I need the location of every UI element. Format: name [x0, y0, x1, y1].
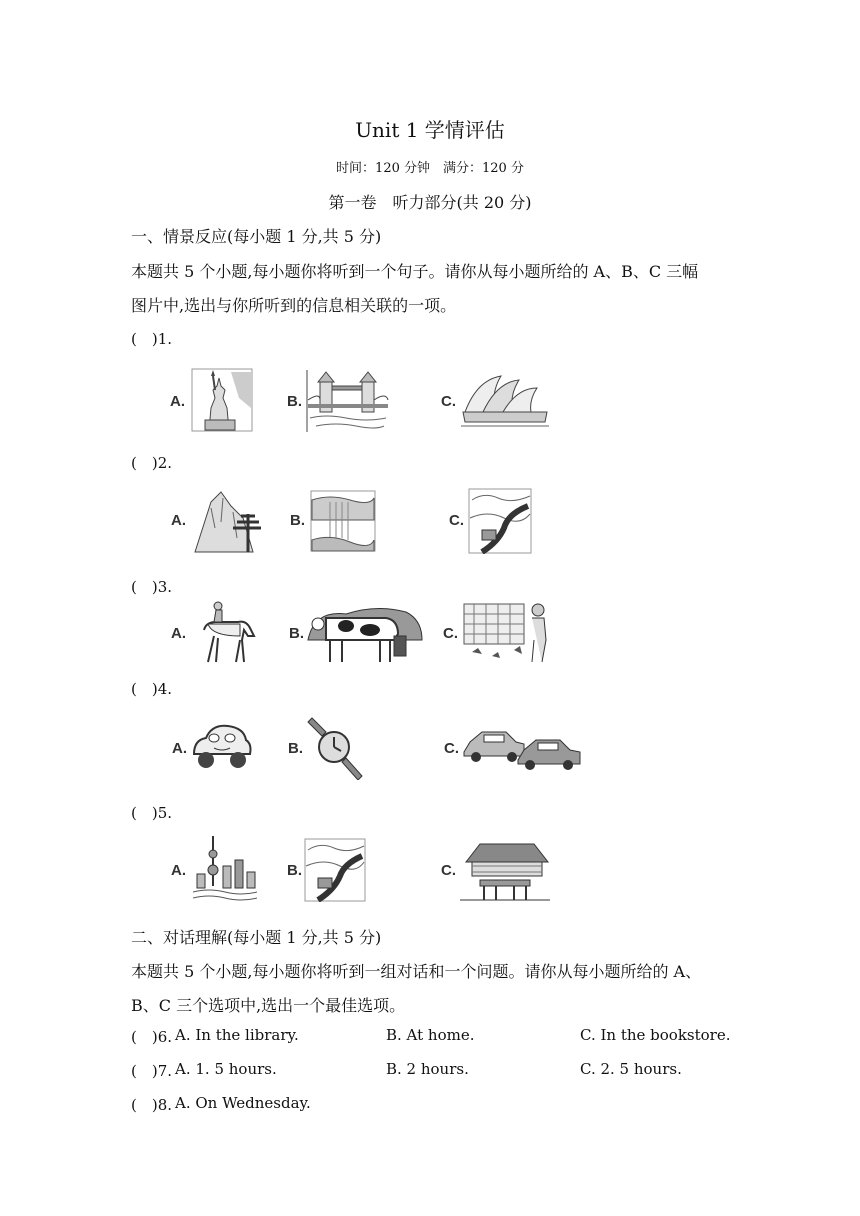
mountain-pine-icon [193, 488, 263, 554]
q1-option-c-label: C. [441, 393, 456, 410]
cartoon-car-icon [190, 720, 254, 772]
q4-option-b-label: B. [288, 740, 303, 757]
section1-instructions-line2: 图片中,选出与你所听到的信息相关联的一项。 [131, 296, 457, 315]
question-5-number: ( )5. [131, 804, 173, 822]
shanghai-skyline-icon [193, 836, 257, 902]
section1-heading: 一、情景反应(每小题 1 分,共 5 分) [131, 227, 382, 246]
q7-option-b: B. 2 hours. [386, 1060, 469, 1078]
q1-option-a-label: A. [170, 393, 185, 410]
q2-option-c-label: C. [449, 512, 464, 529]
q8-option-a: A. On Wednesday. [175, 1094, 311, 1112]
q5-option-b-label: B. [287, 862, 302, 879]
question-6-number: ( )6. [131, 1028, 173, 1046]
great-wall-icon [468, 488, 532, 554]
question-7-number: ( )7. [131, 1062, 173, 1080]
q4-option-c-label: C. [444, 740, 459, 757]
statue-of-liberty-icon [191, 368, 253, 432]
q5-option-a-label: A. [171, 862, 186, 879]
question-3-number: ( )3. [131, 578, 173, 596]
question-4-number: ( )4. [131, 680, 173, 698]
cow-milking-icon [306, 600, 424, 664]
page-title: Unit 1 学情评估 [355, 118, 505, 142]
section2-instructions-line2: B、C 三个选项中,选出一个最佳选项。 [131, 996, 406, 1015]
q6-option-a: A. In the library. [175, 1026, 299, 1044]
q3-option-a-label: A. [171, 625, 186, 642]
question-2-number: ( )2. [131, 454, 173, 472]
q3-option-c-label: C. [443, 625, 458, 642]
horse-rider-icon [194, 600, 256, 664]
q7-option-c: C. 2. 5 hours. [580, 1060, 682, 1078]
two-cars-icon [462, 724, 582, 770]
q6-option-b: B. At home. [386, 1026, 475, 1044]
section2-heading: 二、对话理解(每小题 1 分,共 5 分) [131, 928, 382, 947]
q7-option-a: A. 1. 5 hours. [175, 1060, 277, 1078]
tower-bridge-icon [306, 370, 390, 432]
sydney-opera-house-icon [461, 372, 549, 430]
waterfall-icon [310, 490, 376, 552]
q4-option-a-label: A. [172, 740, 187, 757]
exam-time-info: 时间：120 分钟 满分：120 分 [336, 161, 524, 176]
q2-option-a-label: A. [171, 512, 186, 529]
q2-option-b-label: B. [290, 512, 305, 529]
part-title: 第一卷 听力部分(共 20 分) [328, 193, 532, 212]
feeding-chickens-icon [462, 600, 558, 664]
wristwatch-icon [306, 714, 366, 780]
q3-option-b-label: B. [289, 625, 304, 642]
great-wall-icon-2 [304, 838, 366, 902]
gate-building-icon [460, 838, 550, 902]
question-1-number: ( )1. [131, 330, 173, 348]
q6-option-c: C. In the bookstore. [580, 1026, 731, 1044]
section1-instructions-line1: 本题共 5 个小题,每小题你将听到一个句子。请你从每小题所给的 A、B、C 三幅 [131, 262, 699, 281]
section2-instructions-line1: 本题共 5 个小题,每小题你将听到一组对话和一个问题。请你从每小题所给的 A、 [131, 962, 702, 981]
question-8-number: ( )8. [131, 1096, 173, 1114]
q5-option-c-label: C. [441, 862, 456, 879]
q1-option-b-label: B. [287, 393, 302, 410]
